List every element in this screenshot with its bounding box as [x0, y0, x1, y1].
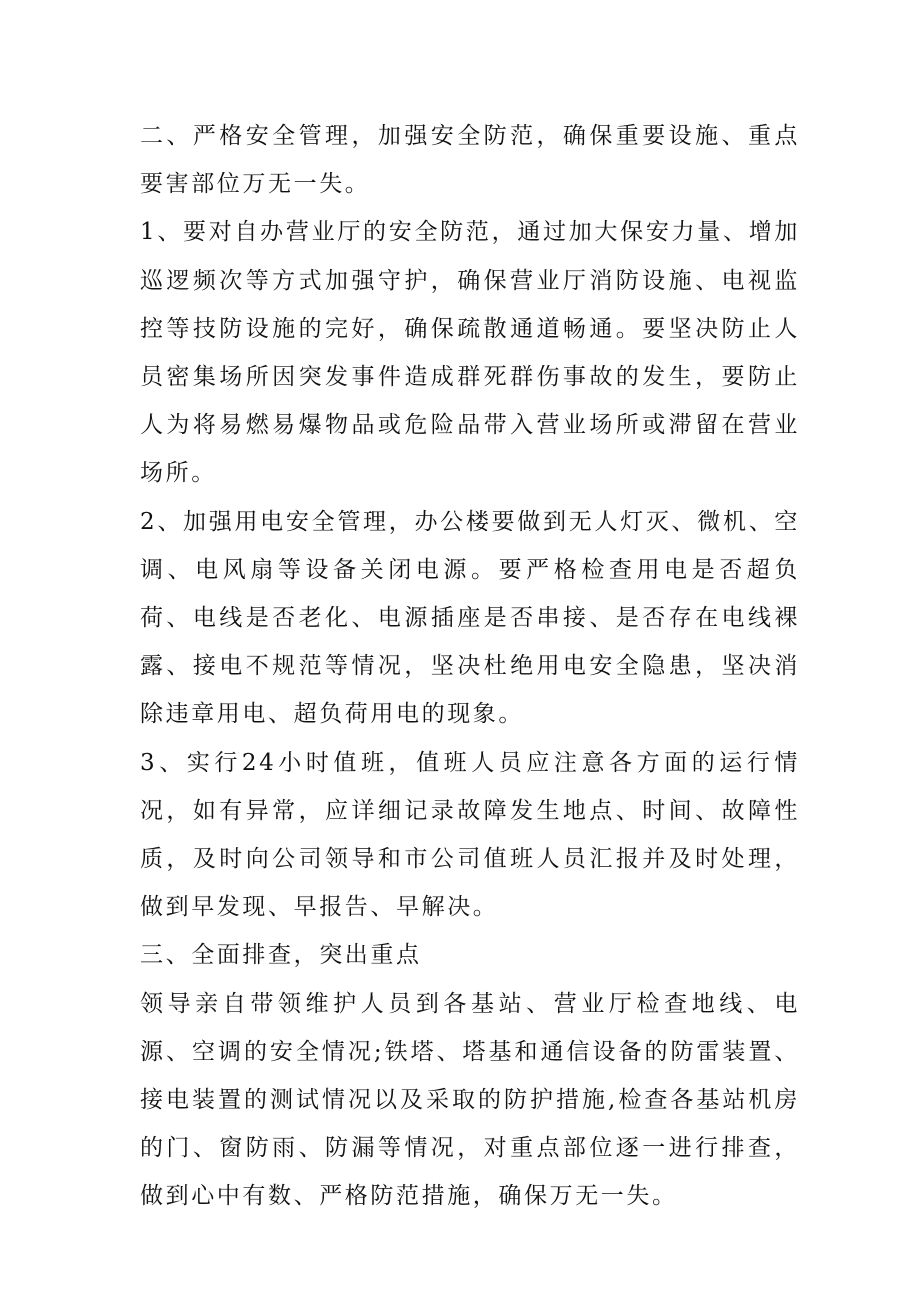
document-body: [140, 112, 800, 1221]
section-heading-2: 二、严格安全管理，加强安全防范，确保重要设施、重点要害部位万无一失。: [140, 123, 800, 198]
paragraph-item-3: 3、实行24小时值班，值班人员应注意各方面的运行情况，如有异常，应详细记录故障发生地点、时间、故障性质，及时向公司领导和市公司值班人员汇报并及时处理，做到早发现、早报告、早解决。: [140, 749, 800, 921]
paragraph-inspection: 领导亲自带领维护人员到各基站、营业厅检查地线、电源、空调的安全情况;铁塔、塔基和通信设备的防雷装置、接电装置的测试情况以及采取的防护措施,检查各基站机房的门、窗防雨、防漏等情况，对重点部位逐一进行排查，做到心中有数、严格防范措施，确保万无一失。: [140, 990, 800, 1210]
section-heading-3: 三、全面排查，突出重点: [140, 942, 422, 969]
paragraph-item-2: 2、加强用电安全管理，办公楼要做到无人灯灭、微机、空调、电风扇等设备关闭电源。要严格检查用电是否超负荷、电线是否老化、电源插座是否串接、是否存在电线裸露、接电不规范等情况，坚决杜绝用电安全隐患，坚决消除违章用电、超负荷用电的现象。: [140, 508, 800, 728]
paragraph-item-1: 1、要对自办营业厅的安全防范，通过加大保安力量、增加巡逻频次等方式加强守护，确保营业厅消防设施、电视监控等技防设施的完好，确保疏散通道畅通。要坚决防止人员密集场所因突发事件造成群死群伤事故的发生，要防止人为将易燃易爆物品或危险品带入营业场所或滞留在营业场所。: [140, 219, 800, 487]
